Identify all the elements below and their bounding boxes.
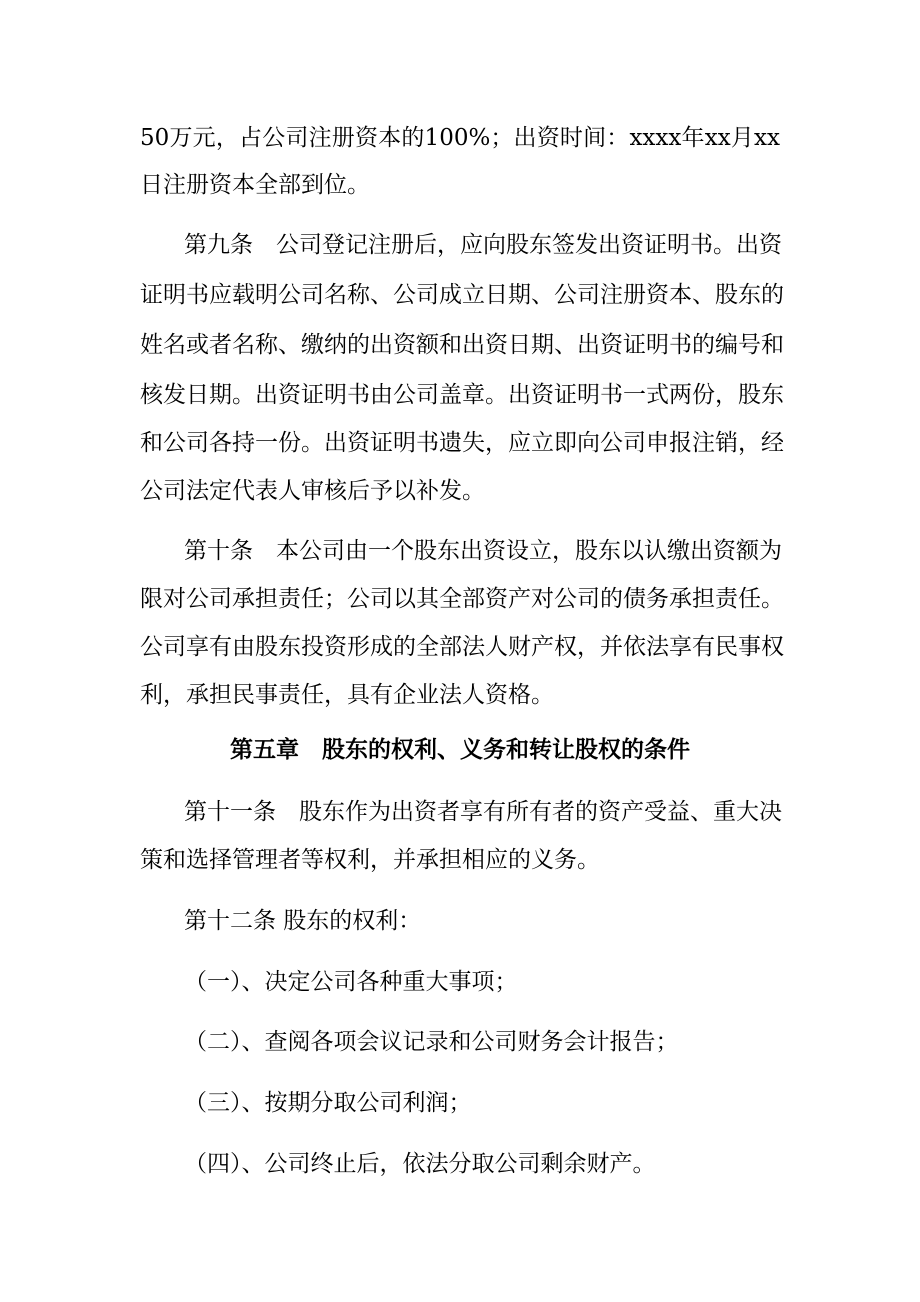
article11-text-line-1: 第十一条 股东作为出资者享有所有者的资产受益、重大决 — [184, 799, 782, 825]
article11-text-line-2: 策和选择管理者等权利，并承担相应的义务。 — [140, 847, 600, 873]
article12-item-4: （四）、公司终止后，依法分取公司剩余财产。 — [184, 1151, 656, 1177]
article8-text-line-2: 日注册资本全部到位。 — [140, 172, 370, 198]
article9-text-line-5: 和公司各持一份。出资证明书遗失，应立即向公司申报注销，经 — [140, 430, 784, 456]
article12-title: 第十二条 股东的权利： — [184, 908, 422, 934]
article10-text-line-2: 限对公司承担责任；公司以其全部资产对公司的债务承担责任。 — [140, 586, 784, 612]
article9-text-line-2: 证明书应载明公司名称、公司成立日期、公司注册资本、股东的 — [140, 282, 784, 308]
article10-text-line-1: 第十条 本公司由一个股东出资设立，股东以认缴出资额为 — [184, 538, 782, 564]
article12-item-3: （三）、按期分取公司利润； — [184, 1090, 472, 1116]
article12-item-2: （二）、查阅各项会议记录和公司财务会计报告； — [184, 1029, 679, 1055]
article10-text-line-4: 利，承担民事责任，具有企业法人资格。 — [140, 682, 554, 708]
article8-text-line-1: 50万元，占公司注册资本的100%；出资时间：xxxx年xx月xx — [140, 125, 780, 151]
article9-text-line-6: 公司法定代表人审核后予以补发。 — [140, 478, 485, 504]
article9-text-line-1: 第九条 公司登记注册后，应向股东签发出资证明书。出资 — [184, 232, 782, 258]
article9-text-line-4: 核发日期。出资证明书由公司盖章。出资证明书一式两份，股东 — [140, 382, 784, 408]
article10-text-line-3: 公司享有由股东投资形成的全部法人财产权，并依法享有民事权 — [140, 634, 784, 660]
article9-text-line-3: 姓名或者名称、缴纳的出资额和出资日期、出资证明书的编号和 — [140, 332, 784, 358]
article12-item-1: （一）、决定公司各种重大事项； — [184, 969, 518, 995]
chapter5-heading: 第五章 股东的权利、义务和转让股权的条件 — [230, 736, 690, 763]
